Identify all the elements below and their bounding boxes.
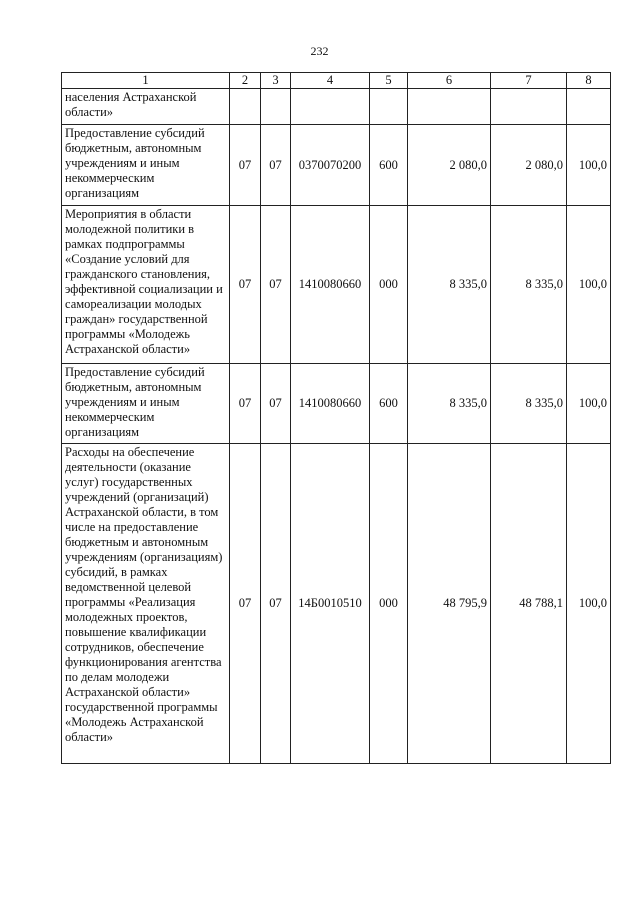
percent-cell: 100,0 <box>567 444 611 764</box>
section-cell: 07 <box>230 125 261 206</box>
expense-type-cell: 600 <box>370 364 408 444</box>
percent-cell: 100,0 <box>567 206 611 364</box>
column-header: 7 <box>491 73 567 89</box>
executed-amount-cell: 8 335,0 <box>491 206 567 364</box>
target-code-cell <box>291 89 370 125</box>
planned-amount-cell: 2 080,0 <box>408 125 491 206</box>
column-header: 6 <box>408 73 491 89</box>
percent-cell <box>567 89 611 125</box>
header-row <box>62 73 611 89</box>
target-code-cell: 1410080660 <box>291 364 370 444</box>
planned-amount-cell <box>408 89 491 125</box>
expense-name-cell: Расходы на обеспечение деятельности (оказание услуг) государственных учреждений (организаций) Астраханской области, в том числе на предоставление бюджетным и автономным учреждениям (организациям) субсидий, в рамках ведомственной целевой программы «Реализация молодежных проектов, повышение квалификации сотрудников, обеспечение функционирования агентства по делам молодежи Астраханской области» государственной программы «Молодежь Астраханской области» <box>62 444 230 764</box>
expense-type-cell: 000 <box>370 444 408 764</box>
executed-amount-cell: 48 788,1 <box>491 444 567 764</box>
column-header: 4 <box>291 73 370 89</box>
planned-amount-cell: 48 795,9 <box>408 444 491 764</box>
page-number: 232 <box>310 44 329 58</box>
column-header: 8 <box>567 73 611 89</box>
expense-type-cell: 600 <box>370 125 408 206</box>
expense-name-cell: Мероприятия в области молодежной политики в рамках подпрограммы «Создание условий для гражданского становления, эффективной социализации и самореализации молодых граждан» государственной программы «Молодежь Астраханской области» <box>62 206 230 364</box>
section-cell: 07 <box>230 364 261 444</box>
percent-cell: 100,0 <box>567 364 611 444</box>
percent-cell: 100,0 <box>567 125 611 206</box>
table-row <box>62 206 611 364</box>
expense-name-cell: Предоставление субсидий бюджетным, автономным учреждениям и иным некоммерческим организациям <box>62 364 230 444</box>
column-header: 2 <box>230 73 261 89</box>
section-cell <box>230 89 261 125</box>
section-cell: 07 <box>230 444 261 764</box>
subsection-cell: 07 <box>261 364 291 444</box>
expense-type-cell <box>370 89 408 125</box>
target-code-cell: 0370070200 <box>291 125 370 206</box>
expense-name-cell: населения Астраханской области» <box>62 89 230 125</box>
expense-name-cell: Предоставление субсидий бюджетным, автономным учреждениям и иным некоммерческим организациям <box>62 125 230 206</box>
column-header: 1 <box>62 73 230 89</box>
executed-amount-cell: 2 080,0 <box>491 125 567 206</box>
expense-type-cell: 000 <box>370 206 408 364</box>
subsection-cell: 07 <box>261 444 291 764</box>
section-cell: 07 <box>230 206 261 364</box>
column-header: 5 <box>370 73 408 89</box>
executed-amount-cell: 8 335,0 <box>491 364 567 444</box>
table-row <box>62 444 611 764</box>
subsection-cell <box>261 89 291 125</box>
planned-amount-cell: 8 335,0 <box>408 206 491 364</box>
column-header: 3 <box>261 73 291 89</box>
table-row <box>62 125 611 206</box>
subsection-cell: 07 <box>261 125 291 206</box>
executed-amount-cell <box>491 89 567 125</box>
target-code-cell: 14Б0010510 <box>291 444 370 764</box>
planned-amount-cell: 8 335,0 <box>408 364 491 444</box>
table-row <box>62 364 611 444</box>
budget-table <box>61 72 611 764</box>
table-row <box>62 89 611 125</box>
subsection-cell: 07 <box>261 206 291 364</box>
target-code-cell: 1410080660 <box>291 206 370 364</box>
